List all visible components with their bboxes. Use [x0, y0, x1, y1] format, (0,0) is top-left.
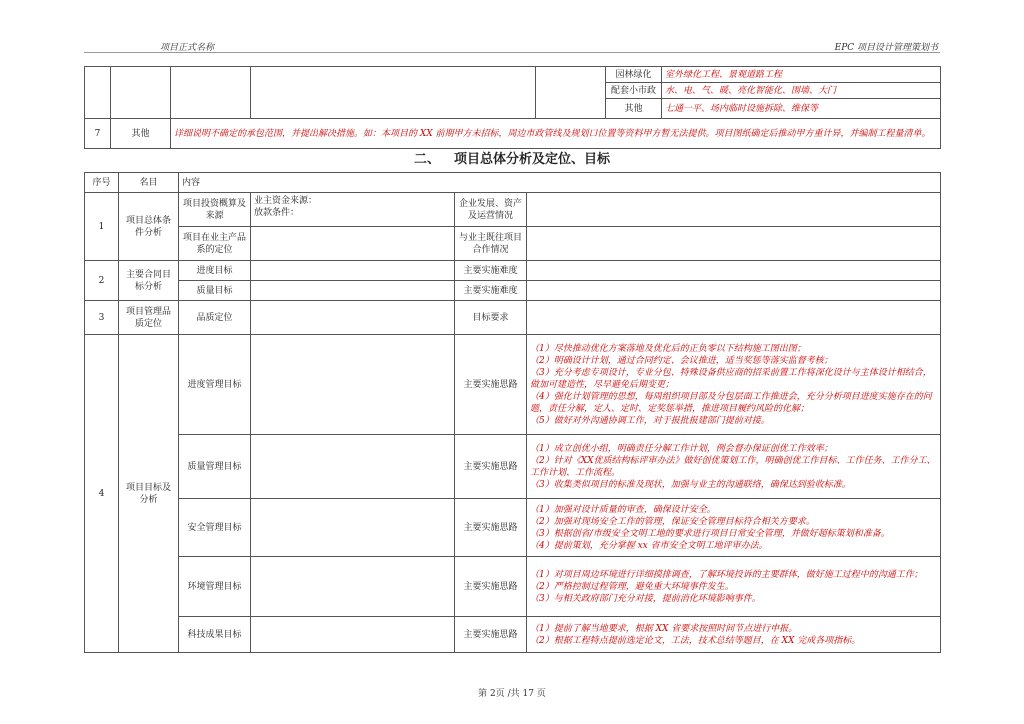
- scope-value-landscape: 室外绿化工程、景观道路工程: [662, 67, 941, 83]
- goal-path: 主要实施思路: [455, 435, 527, 499]
- goal-item: （1）提前了解当地要求，根据 XX 省要求按照时间节点进行申报。: [530, 623, 798, 634]
- header-content: 内容: [179, 173, 941, 193]
- r1-number: 1: [85, 193, 119, 261]
- r2-name: 主要合同目标分析: [119, 261, 179, 301]
- r2-schedule-diff-value: [527, 261, 941, 281]
- goal-item: （1）加强对设计质量的审查，确保设计安全。: [530, 504, 716, 515]
- goal-item: （1）尽快推动优化方案落地及优化后的正负零以下结构施工图出图；: [530, 343, 806, 354]
- r2-schedule-value: [251, 261, 455, 281]
- goal-item: （1）对项目周边环境进行详细摸排调查，了解环境投诉的主要群体，做好施工过程中的沟通工作；: [530, 569, 923, 580]
- goal-path: 主要实施思路: [455, 335, 527, 435]
- goal-path: 主要实施思路: [455, 499, 527, 557]
- header-doc-title: EPC 项目设计管理策划书: [834, 43, 938, 53]
- goal-label: 安全管理目标: [179, 499, 251, 557]
- goal-path: 主要实施思路: [455, 617, 527, 653]
- r1-position-value: [251, 227, 455, 261]
- r1-enterprise-label: 企业发展、资产及运营情况: [455, 193, 527, 227]
- goal-items: [527, 335, 941, 435]
- r4-number: 4: [85, 335, 119, 653]
- goal-item: （2）针对《XX优质结构标评审办法》做好创优策划工作，明确创优工作目标、工作任务、工作分工、工作计划、工作流程。: [530, 455, 936, 478]
- goal-items: [527, 499, 941, 557]
- r2-quality-value: [251, 281, 455, 301]
- scope-label-other: 其他: [606, 99, 662, 119]
- section-title-text: 项目总体分析及定位、目标: [454, 152, 611, 167]
- row7-name: 其他: [111, 119, 171, 149]
- goal-items: [527, 557, 941, 617]
- goal-blank: [251, 557, 455, 617]
- goal-path: 主要实施思路: [455, 557, 527, 617]
- section-number: 二、: [413, 152, 440, 167]
- goal-item: （5）做好对外沟通协调工作，对于报批报建部门提前对接。: [530, 415, 770, 426]
- row7-number: 7: [85, 119, 111, 149]
- goal-item: （3）与相关政府部门充分对接，提前消化环境影响事件。: [530, 593, 761, 604]
- row7-text: 详细说明不确定的承包范围，并提出解决措施。如：本项目的 XX 前期甲方未招标，周边市政管线及规划口位置等资料甲方暂无法提供。项目图纸确定后推动甲方重计异，并编制工程量清单。: [171, 119, 941, 149]
- goal-item: （2）根据工程特点提前选定论文，工法，技术总结等题目，在 XX 完成各项指标。: [530, 635, 861, 646]
- goal-item: （2）严格控制过程管理，避免重大环境事件发生。: [530, 581, 734, 592]
- goal-item: （3）收集类似项目的标准及现状，加强与业主的沟通联络，确保达到验收标准。: [530, 479, 851, 490]
- header-no: 序号: [85, 173, 119, 193]
- goal-label: 科技成果目标: [179, 617, 251, 653]
- scope-table: [84, 66, 941, 149]
- scope-label-municipal: 配套小市政: [606, 83, 662, 99]
- r3-target-req-value: [527, 301, 941, 335]
- goal-label: 质量管理目标: [179, 435, 251, 499]
- goal-blank: [251, 499, 455, 557]
- r2-number: 2: [85, 261, 119, 301]
- section-title: [0, 148, 1024, 167]
- goal-item: （4）强化计划管理的思想，每周组织项目部及分包层面工作推进会，充分分析项目进度实施存在的问题，责任分解，定人、定时、定奖惩举措，推进项目履约风险的化解；: [530, 391, 932, 414]
- header-project-name: 项目正式名称: [160, 43, 215, 53]
- goal-item: （3）根据创省/市级安全文明工地的要求进行项目日常安全管理，并做好超标策划和准备。: [530, 528, 890, 539]
- goal-items: [527, 617, 941, 653]
- r2-schedule-diff: 主要实施难度: [455, 261, 527, 281]
- goal-item: （1）成立创优小组，明确责任分解工作计划，例会督办保证创优工作效率；: [530, 443, 833, 454]
- goal-blank: [251, 617, 455, 653]
- goal-label: 环境管理目标: [179, 557, 251, 617]
- scope-label-landscape: 园林绿化: [606, 67, 662, 83]
- goal-blank: [251, 335, 455, 435]
- r3-number: 3: [85, 301, 119, 335]
- r2-quality-label: 质量目标: [179, 281, 251, 301]
- goal-item: （2）明确设计计划，通过合同约定、会议推进，适当奖惩等落实监督考核；: [530, 355, 833, 366]
- scope-value-municipal: 水、电、气、暖、亮化智能化、围墙、大门: [662, 83, 941, 99]
- r3-quality-pos: 品质定位: [179, 301, 251, 335]
- goal-items: [527, 435, 941, 499]
- page-number: 第 2页 /共 17 页: [478, 689, 546, 699]
- header-item: 名目: [119, 173, 179, 193]
- goal-item: （2）加强对现场安全工作的管理，保证安全管理目标符合相关方要求。: [530, 516, 815, 527]
- scope-value-other: 七通一平、场内临时设施拆除、维保等: [662, 99, 941, 119]
- r3-name: 项目管理品质定位: [119, 301, 179, 335]
- r2-schedule-label: 进度目标: [179, 261, 251, 281]
- header-divider: [84, 52, 940, 53]
- r1-cooperate-value: [527, 227, 941, 261]
- r2-quality-diff: 主要实施难度: [455, 281, 527, 301]
- goal-item: （4）提前策划，充分掌握 xx 省市安全文明工地评审办法。: [530, 540, 768, 551]
- r2-quality-diff-value: [527, 281, 941, 301]
- r3-quality-pos-value: [251, 301, 455, 335]
- r4-name: 项目目标及分析: [119, 335, 179, 653]
- r1-cooperate-label: 与业主既往项目合作情况: [455, 227, 527, 261]
- r1-enterprise-value: [527, 193, 941, 227]
- analysis-table: [84, 172, 941, 653]
- r1-invest-label: 项目投资概算及来源: [179, 193, 251, 227]
- goal-blank: [251, 435, 455, 499]
- r3-target-req: 目标要求: [455, 301, 527, 335]
- r1-invest-value: 业主资金来源： 放款条件：: [251, 193, 455, 227]
- r1-name: 项目总体条件分析: [119, 193, 179, 261]
- r1-position-label: 项目在业主产品系的定位: [179, 227, 251, 261]
- goal-item: （3）充分考虑专项设计，专业分包、特殊设备供应商的招采前置工作将深化设计与主体设计相结合，做加可建造性，尽早避免后期变更；: [530, 367, 932, 390]
- goal-label: 进度管理目标: [179, 335, 251, 435]
